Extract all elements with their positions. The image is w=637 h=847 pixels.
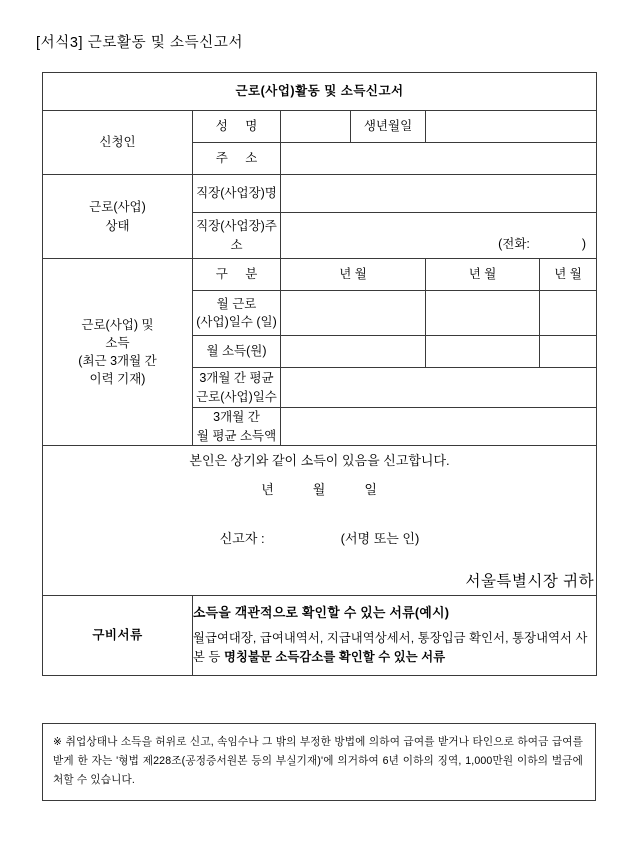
monthly-workdays-value-3[interactable]	[540, 291, 597, 336]
phone-close-paren: )	[581, 236, 587, 251]
title-row	[43, 73, 597, 111]
monthly-workdays-label-line1: 월 근로	[216, 296, 257, 311]
monthly-income-value-3[interactable]	[540, 336, 597, 368]
form-title: 근로(사업)활동 및 소득신고서	[43, 73, 597, 111]
declaration-day-label: 일	[364, 481, 378, 497]
workplace-name-row	[43, 175, 597, 213]
monthly-income-value-2[interactable]	[426, 336, 540, 368]
period-header-2: 년 월	[426, 259, 540, 291]
documents-bold-text: 명칭불문 소득감소를 확인할 수 있는 서류	[224, 650, 446, 665]
monthly-workdays-label	[193, 291, 281, 336]
birthdate-input[interactable]	[426, 111, 597, 143]
average-income-label-line1: 3개월 간	[213, 410, 260, 425]
monthly-income-label: 월 소득(원)	[193, 336, 281, 368]
average-workdays-label	[193, 368, 281, 408]
category-column-header: 구 분	[193, 259, 281, 291]
workplace-address-label: 직장(사업장)주소	[193, 213, 281, 259]
documents-regular-text: 월급여대장, 급여내역서, 지급내역상세서, 통장입금 확인서, 통장내역서 사본 등	[193, 631, 588, 665]
declaration-month-label: 월	[312, 481, 327, 497]
income-label-line3: (최근 3개월 간	[78, 354, 157, 368]
applicant-section-label: 신청인	[43, 111, 193, 175]
monthly-workdays-label-line2: (사업)일수 (일)	[196, 315, 277, 329]
address-input[interactable]	[281, 143, 597, 175]
workplace-name-label: 직장(사업장)명	[193, 175, 281, 213]
income-header-row	[43, 259, 597, 291]
income-declaration-form	[42, 72, 597, 676]
address-label: 주 소	[193, 143, 281, 175]
signature-note: (서명 또는 인)	[340, 530, 420, 546]
workplace-address-input[interactable]	[281, 213, 597, 259]
average-income-label-line2: 월 평균 소득액	[196, 428, 277, 443]
declaration-addressee: 서울특별시장 귀하	[465, 572, 595, 590]
work-status-label-line2: 상태	[105, 218, 130, 233]
required-documents-row	[43, 596, 597, 676]
income-label-line2: 소득	[105, 335, 130, 350]
required-documents-list	[193, 629, 596, 667]
phone-label: (전화:	[498, 236, 530, 251]
name-input[interactable]	[281, 111, 351, 143]
required-documents-body	[193, 596, 597, 676]
average-income-label	[193, 408, 281, 446]
income-label-line1: 근로(사업) 및	[81, 317, 154, 332]
monthly-income-value-1[interactable]	[281, 336, 426, 368]
workplace-name-input[interactable]	[281, 175, 597, 213]
declaration-signer-line	[43, 530, 596, 549]
workplace-phone-field[interactable]	[498, 235, 586, 253]
average-workdays-label-line2: 근로(사업)일수	[196, 389, 277, 404]
work-status-label-line1: 근로(사업)	[89, 200, 146, 215]
declaration-block	[43, 446, 597, 596]
applicant-name-row	[43, 111, 597, 143]
name-label: 성 명	[193, 111, 281, 143]
declaration-date-line	[43, 481, 596, 500]
footnote-box	[42, 723, 596, 801]
form-container	[42, 72, 596, 676]
signer-label: 신고자 :	[219, 530, 265, 546]
birthdate-label: 생년월일	[351, 111, 426, 143]
document-caption: [서식3] 근로활동 및 소득신고서	[36, 35, 244, 51]
monthly-workdays-value-1[interactable]	[281, 291, 426, 336]
monthly-workdays-value-2[interactable]	[426, 291, 540, 336]
average-income-value[interactable]	[281, 408, 597, 446]
required-documents-heading: 소득을 객관적으로 확인할 수 있는 서류(예시)	[193, 604, 450, 620]
period-header-3: 년 월	[540, 259, 597, 291]
footnote-text: ※ 취업상태나 소득을 허위로 신고, 속임수나 그 밖의 부정한 방법에 의하여 급여를 받거나 타인으로 하여금 급여를 받게 한 자는 '형법 제228조(공정증서원본 등의 부실기재)'에 의거하여 6년 이하의 징역, 1,000만원 이하의 벌금에 처할 수 있습니다.	[53, 736, 583, 786]
work-status-section-label	[43, 175, 193, 259]
required-documents-label: 구비서류	[43, 596, 193, 676]
average-workdays-label-line1: 3개월 간 평균	[199, 371, 274, 386]
income-section-label	[43, 259, 193, 446]
average-workdays-value[interactable]	[281, 368, 597, 408]
income-label-line4: 이력 기재)	[89, 372, 146, 387]
declaration-year-label: 년	[261, 481, 275, 497]
declaration-row	[43, 446, 597, 596]
declaration-statement: 본인은 상기와 같이 소득이 있음을 신고합니다.	[189, 453, 450, 468]
period-header-1: 년 월	[281, 259, 426, 291]
